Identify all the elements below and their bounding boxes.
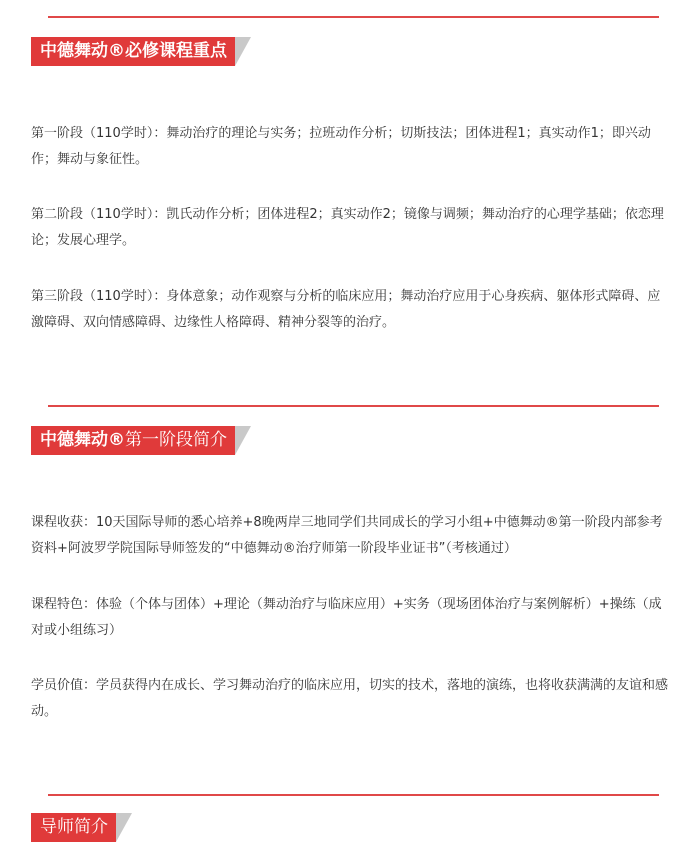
student-value-paragraph: 学员价值：学员获得内在成长、学习舞动治疗的临床应用，切实的技术，落地的演练，也将收获满满的友谊和感动。 (31, 678, 669, 719)
badge-tail-decoration (235, 426, 251, 455)
course-features-paragraph: 课程特色：体验（个体与团体）+理论（舞动治疗与临床应用）+实务（现场团体治疗与案例解析）+操练（成对或小组练习） (31, 597, 662, 638)
stage-three-paragraph: 第三阶段（110学时）：身体意象；动作观察与分析的临床应用；舞动治疗应用于心身疾病、躯体形式障碍、应激障碍、双向情感障碍、边缘性人格障碍、精神分裂等的治疗。 (31, 289, 661, 330)
course-gains-paragraph: 课程收获：10天国际导师的悉心培养+8晚两岸三地同学们共同成长的学习小组+中德舞动®第一阶段内部参考资料+阿波罗学院国际导师签发的“中德舞动®治疗师第一阶段毕业证书”（考核通过） (31, 515, 663, 556)
section-heading: 中德舞动®必修课程重点 (31, 37, 235, 66)
section-heading (31, 426, 235, 455)
section-divider (48, 794, 659, 796)
section-heading-badge (31, 813, 132, 842)
section-heading-brand: 中德舞动® (40, 430, 125, 450)
section-divider (48, 16, 659, 18)
section-divider (48, 405, 659, 407)
badge-tail-decoration (235, 37, 251, 66)
stage-one-paragraph: 第一阶段（110学时）：舞动治疗的理论与实务；拉班动作分析；切斯技法；团体进程1；真实动作1；即兴动作；舞动与象征性。 (31, 126, 651, 167)
section-heading: 导师简介 (31, 813, 116, 842)
badge-tail-decoration (116, 813, 132, 842)
section-heading-rest: 第一阶段简介 (125, 430, 227, 450)
section-heading-badge (31, 37, 251, 66)
stage-two-paragraph: 第二阶段（110学时）：凯氏动作分析；团体进程2；真实动作2；镜像与调频；舞动治疗的心理学基础；依恋理论；发展心理学。 (31, 207, 664, 248)
section-heading-badge (31, 426, 251, 455)
